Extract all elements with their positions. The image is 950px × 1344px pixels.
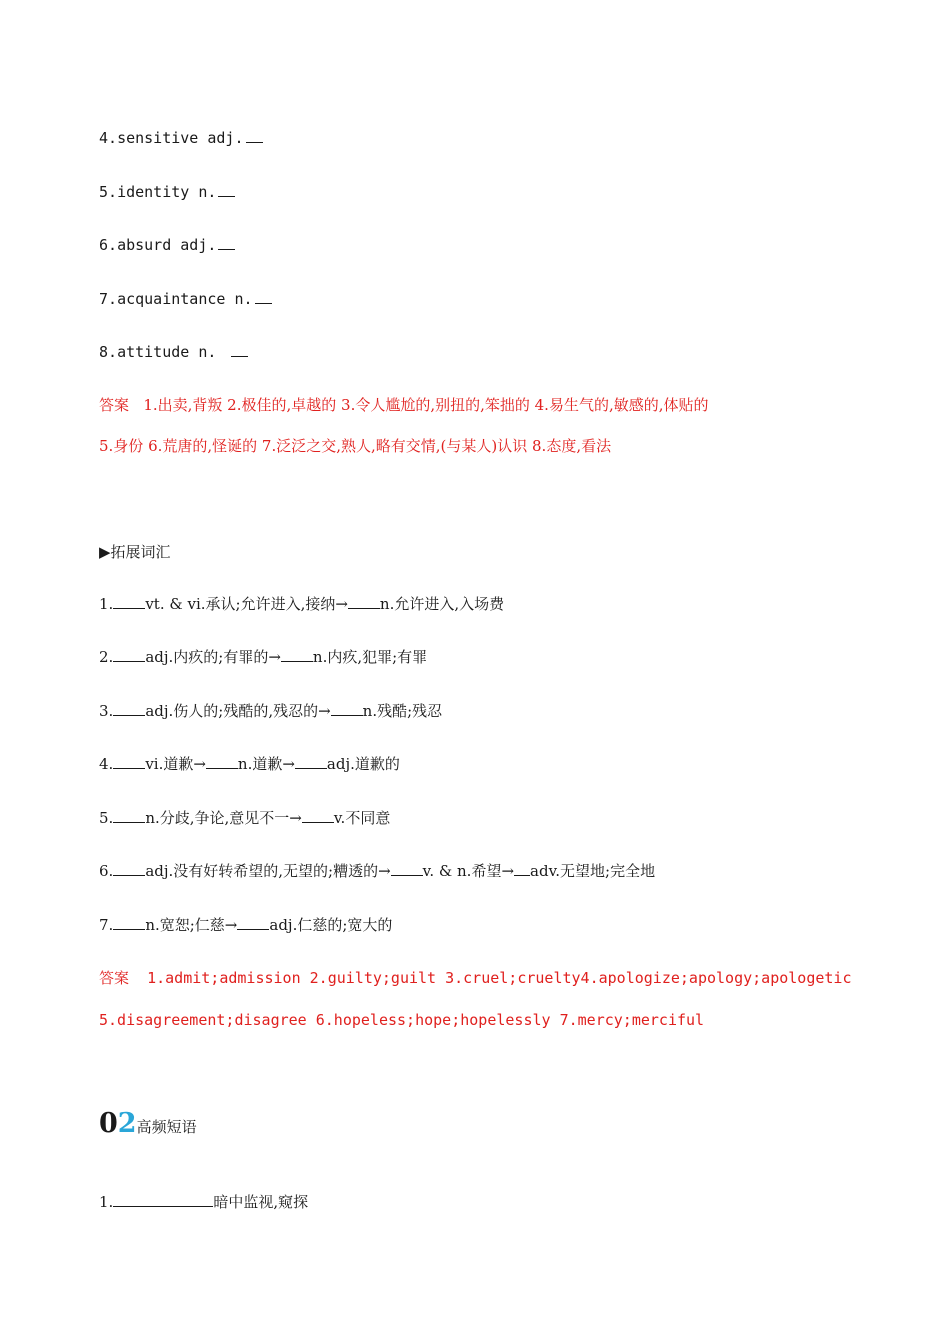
expand-item: 2. adj.内疚的;有罪的→ n.内疚,犯罪;有罪	[99, 648, 428, 666]
expand-item: 6. adj.没有好转希望的,无望的;糟透的→ v. & n.希望→ adv.无望地;完全地	[99, 862, 656, 880]
expand-item: 5. n.分歧,争论,意见不一→ v.不同意	[99, 809, 391, 827]
answer-line	[99, 968, 851, 988]
answer-blank[interactable]	[391, 861, 423, 876]
vocab-item: 5.identity n.	[99, 182, 235, 202]
answer-blank[interactable]	[237, 915, 269, 930]
vocab-item: 4.sensitive adj.	[99, 128, 263, 148]
answer-blank[interactable]	[113, 1192, 213, 1207]
answer-blank[interactable]	[113, 594, 145, 609]
answer-blank[interactable]	[348, 594, 380, 609]
answer-label: 答案	[99, 396, 130, 414]
answer-blank[interactable]	[113, 754, 145, 769]
expand-item: 1. vt. & vi.承认;允许进入,接纳→ n.允许进入,入场费	[99, 595, 505, 613]
answer-label: 答案	[99, 969, 130, 987]
expand-item: 7. n.宽恕;仁慈→ adj.仁慈的;宽大的	[99, 916, 393, 934]
answer-blank[interactable]	[246, 128, 263, 143]
answer-blank[interactable]	[331, 701, 363, 716]
answer-text: 1.出卖,背叛 2.极佳的,卓越的 3.令人尴尬的,别扭的,笨拙的 4.易生气的,敏感的,体贴的	[143, 396, 709, 414]
answer-line	[99, 436, 611, 456]
answer-blank[interactable]	[206, 754, 238, 769]
answer-blank[interactable]	[295, 754, 327, 769]
phrase-item: 1. 暗中监视,窥探	[99, 1193, 309, 1211]
answer-blank[interactable]	[218, 235, 235, 250]
answer-line	[99, 395, 709, 415]
section-number-digit: 2	[117, 1108, 137, 1139]
answer-text: 5.身份 6.荒唐的,怪诞的 7.泛泛之交,熟人,略有交情,(与某人)认识 8.态度,看法	[99, 437, 612, 455]
answer-blank[interactable]	[281, 647, 313, 662]
expand-item: 4. vi.道歉→ n.道歉→ adj.道歉的	[99, 755, 400, 773]
answer-text: 5.disagreement;disagree 6.hopeless;hope;hopelessly 7.mercy;merciful	[99, 1011, 705, 1029]
answer-blank[interactable]	[514, 861, 530, 876]
answer-blank[interactable]	[113, 647, 145, 662]
answer-blank[interactable]	[218, 182, 235, 197]
section-title-expand-vocab: ▶拓展词汇	[99, 543, 171, 561]
section-title-phrases	[99, 1108, 197, 1139]
answer-line	[99, 1010, 704, 1030]
vocab-item: 7.acquaintance n.	[99, 289, 272, 309]
answer-blank[interactable]	[113, 808, 145, 823]
answer-blank[interactable]	[113, 701, 145, 716]
answer-text: 1.admit;admission 2.guilty;guilt 3.cruel;cruelty4.apologize;apology;apologetic	[147, 969, 852, 987]
answer-blank[interactable]	[255, 289, 272, 304]
answer-blank[interactable]	[113, 915, 145, 930]
section-number-digit: 0	[99, 1108, 118, 1139]
vocab-item: 6.absurd adj.	[99, 235, 235, 255]
answer-blank[interactable]	[302, 808, 334, 823]
vocab-item: 8.attitude n.	[99, 342, 248, 362]
answer-blank[interactable]	[231, 342, 248, 357]
answer-blank[interactable]	[113, 861, 145, 876]
section-title-text: 高频短语	[136, 1118, 197, 1136]
expand-item: 3. adj.伤人的;残酷的,残忍的→ n.残酷;残忍	[99, 702, 443, 720]
